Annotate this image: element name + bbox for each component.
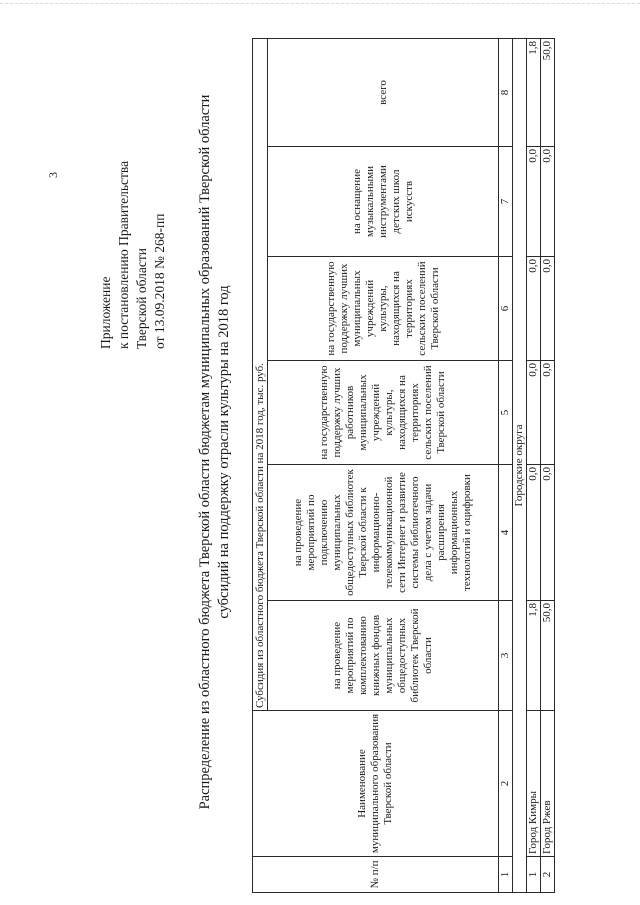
cell-num: 2 xyxy=(541,857,555,893)
cell-value: 0,0 xyxy=(541,361,555,465)
cell-num: 1 xyxy=(527,857,541,893)
cell-value: 50,0 xyxy=(541,38,555,146)
col-number: 3 xyxy=(499,601,513,711)
header-col3: на проведение мероприятий по комплектованию книжных фондов муниципальных общедоступных библиотек Тверской области xyxy=(268,601,499,711)
col-number: 4 xyxy=(499,465,513,601)
header-num: № п/п xyxy=(253,857,499,893)
col-number: 6 xyxy=(499,257,513,361)
cell-value: 0,0 xyxy=(527,465,541,601)
appendix-line: Тверской области xyxy=(134,248,149,349)
cell-value: 0,0 xyxy=(541,257,555,361)
appendix-block xyxy=(97,69,169,349)
cell-value: 1,8 xyxy=(527,38,541,146)
header-col6: на государственную поддержку лучших муниципальных учреждений культуры, находящихся на территориях сельских поселений Тверской области xyxy=(268,257,499,361)
header-name: Наименование муниципального образования Тверской области xyxy=(253,711,499,857)
col-number: 5 xyxy=(499,361,513,465)
title-line: Распределение из областного бюджета Тверской области бюджетам муниципальных образований Тверской области xyxy=(197,94,213,810)
table-row xyxy=(527,38,541,892)
cell-value: 0,0 xyxy=(527,361,541,465)
page-number: 3 xyxy=(46,172,60,178)
header-col8: всего xyxy=(268,38,499,146)
header-col7: на оснащение музыкальными инструментами детских школ искусств xyxy=(268,147,499,257)
cell-value: 0,0 xyxy=(527,257,541,361)
subsidy-table xyxy=(252,38,555,893)
header-group: Субсидия из областного бюджета Тверской области на 2018 год, тыс. руб. xyxy=(253,38,268,710)
document-title xyxy=(196,19,234,885)
cell-name: Город Кимры xyxy=(527,711,541,857)
col-number: 7 xyxy=(499,147,513,257)
appendix-line: к постановлению Правительства xyxy=(116,160,131,349)
cell-value: 0,0 xyxy=(541,147,555,257)
table-row xyxy=(541,38,555,892)
cell-value: 0,0 xyxy=(541,465,555,601)
cell-value: 50,0 xyxy=(541,601,555,711)
header-col5: на государственную поддержку лучших работников муниципальных учреждений культуры, находящихся на территориях сельских поселений Тверской области xyxy=(268,361,499,465)
appendix-line: Приложение xyxy=(98,276,113,349)
col-number: 2 xyxy=(499,711,513,857)
cell-value: 1,8 xyxy=(527,601,541,711)
cell-value: 0,0 xyxy=(527,147,541,257)
title-line: субсидий на поддержку отрасли культуры на 2018 год xyxy=(216,285,232,619)
appendix-line: от 13.09.2018 № 268-пп xyxy=(152,213,167,349)
col-number: 1 xyxy=(499,857,513,893)
cell-name: Город Ржев xyxy=(541,711,555,857)
section-heading: Городские округа xyxy=(513,38,527,892)
header-col4: на проведение мероприятий по подключению муниципальных общедоступных библиотек Тверской области к информационно-телекоммуникационной сети Интернет и развитие системы библиотечного дела с учетом задачи расширения информационных технологий и оцифровки xyxy=(268,465,499,601)
col-number: 8 xyxy=(499,38,513,146)
